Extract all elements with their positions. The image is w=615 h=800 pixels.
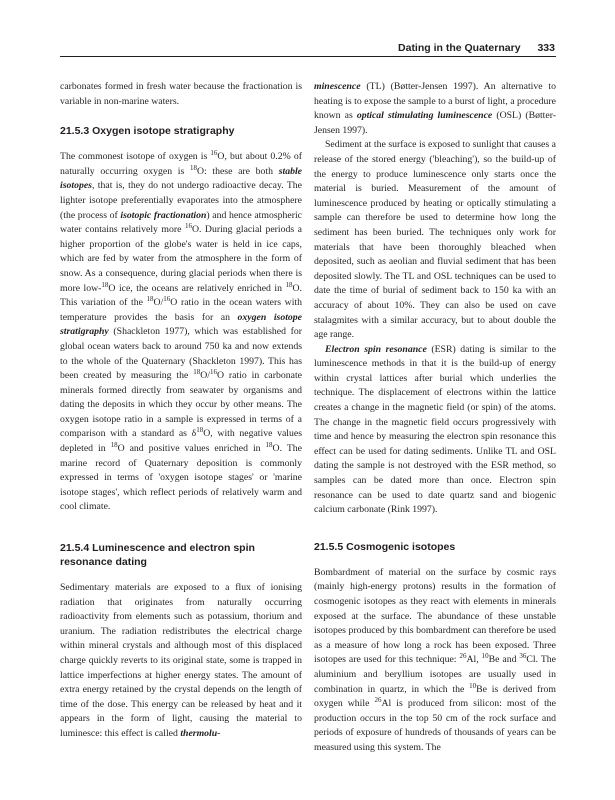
section-heading-oxygen-isotope: 21.5.3 Oxygen isotope stratigraphy [60,125,235,138]
paragraph-tl-osl: minescence (TL) (Bøtter-Jensen 1997). An alternative to heating is to expose the sample to a burst of light, a procedure known as optical stimulating luminescence (OSL) (Bøtter-Jensen 1997). [314,81,556,136]
paragraph-sediment: Sediment at the surface is exposed to sunlight that causes a release of the stored energy ('bleaching'), so the build-up of the energy to produce luminescence only starts once the material is buried. Measurement of the amount of luminescence produced by heating or optically stimulating a sample can therefore be used to determine how long the sediment has been buried. The techniques only work for materials that have been thoroughly bleached when deposited, such as aeolian and fluvial sediment that has been deposited slowly. The TL and OSL techniques can be used to date the time of burial of sediment back to 150 ka with an accuracy of about 10%. They can also be used on cave stalagmites with a similar accuracy, but to about double the age range. [314,139,556,341]
running-header [398,42,555,54]
term-electron-spin-resonance: Electron spin resonance [325,343,427,355]
paragraph-oxygen-isotope: The commonest isotope of oxygen is $^{16}$O, but about 0.2% of naturally occurring oxygen is $^{18}$O: these are both stable isotopes, that is, they do not undergo radioactive decay. The lighter isotope preferentially evaporates into the atmosphere (the process of isotopic fractionation) and hence atmospheric water contains relatively more $^{16}$O. During glacial periods a higher proportion of the globe's water is held in ice caps, which are fed by water from the atmosphere in the form of snow. As a consequence, during glacial periods when there is more low-$^{18}$O ice, the oceans are relatively enriched in $^{18}$O. This variation of the $^{18}$O/$^{16}$O ratio in the ocean waters with temperature provides the basis for an oxygen isotope stratigraphy (Shackleton 1977), which was established for global ocean waters back to around 750 ka and now extends to the whole of the Quaternary (Shackleton 1997). This has been created by measuring the $^{18}$O/$^{16}$O ratio in carbonate minerals formed directly from seawater by organisms and dating the deposits in which they occur by other means. The oxygen isotope ratio in a sample is expressed in terms of a comparison with a standard as $\delta^{18}O$, with negative values depleted in $^{18}$O and positive values enriched in $^{18}$O. The marine record of Quaternary deposition is commonly expressed in terms of 'oxygen isotope stages' or 'marine isotope stages', which reflect periods of relatively warm and cool climate. [60,149,302,513]
term-oxygen-isotope-stratigraphy: oxygen isotope stratigraphy [60,311,302,338]
right-column [314,80,556,756]
section-heading-luminescence: 21.5.4 Luminescence and electron spin resonance dating [60,542,255,569]
page-number: 333 [537,42,555,54]
left-column [60,80,302,742]
term-isotopic-fractionation: isotopic fractionation [120,209,207,221]
term-thermoluminescence: thermolu- [180,727,221,739]
running-title: Dating in the Quaternary [398,42,521,54]
term-optical-stimulating-luminescence: optical stimulating luminescence [356,110,493,122]
paragraph-esr: Electron spin resonance (ESR) dating is similar to the luminescence methods in that it is the build-up of energy within crystal lattices after burial which underlies the technique. The displacement of electrons within the lattice creates a change in the magnetic field (or spin) of the atoms. The change in the magnetic field occurs progressively with time and hence by measuring the electron spin resonance this effect can be used for dating sediments. Unlike TL and OSL dating the sample is not destroyed with the ESR method, so samples can be dated more than once. Electron spin resonance can be used to date quartz sand and biogenic calcium carbonate (Rink 1997). [314,343,557,516]
paragraph-luminescence: Sedimentary materials are exposed to a flux of ionising radiation that originates from naturally occurring radioactivity from elements such as potassium, thorium and uranium. The radiation redistributes the electrical charge within mineral crystals and although most of this displaced charge quickly reverts to its original state, some is trapped in lattice imperfections at higher energy states. The amount of extra energy retained by the crystal depends on the length of time of the dose. This energy can be released by heat and it appears in the form of light, causing the material to luminesce: this effect is called thermolu- [60,582,302,739]
term-stable-isotopes: stable isotopes [60,165,302,192]
paragraph-cosmogenic: Bombardment of material on the surface by cosmic rays (mainly high-energy protons) results in the formation of cosmogenic isotopes as they react with elements in minerals exposed at the surface. The abundance of these unstable isotopes produced by this bombardment can therefore be used as a measure of how long a rock has been exposed. Three isotopes are used for this technique: $^{26}$Al, $^{10}$Be and $^{36}$Cl. The aluminium and beryllium isotopes are usually used in combination in quartz, in which the $^{10}$Be is derived from oxygen while $^{26}$Al is produced from silicon: most of the production occurs in the top 50 cm of the rock surface and periods of exposure of hundreds of thousands of years can be measured using this system. The [314,566,556,753]
paragraph-continued: carbonates formed in fresh water because the fractionation is variable in non-marine waters. [60,81,302,107]
header-rule [60,56,556,57]
section-heading-cosmogenic: 21.5.5 Cosmogenic isotopes [314,540,456,553]
